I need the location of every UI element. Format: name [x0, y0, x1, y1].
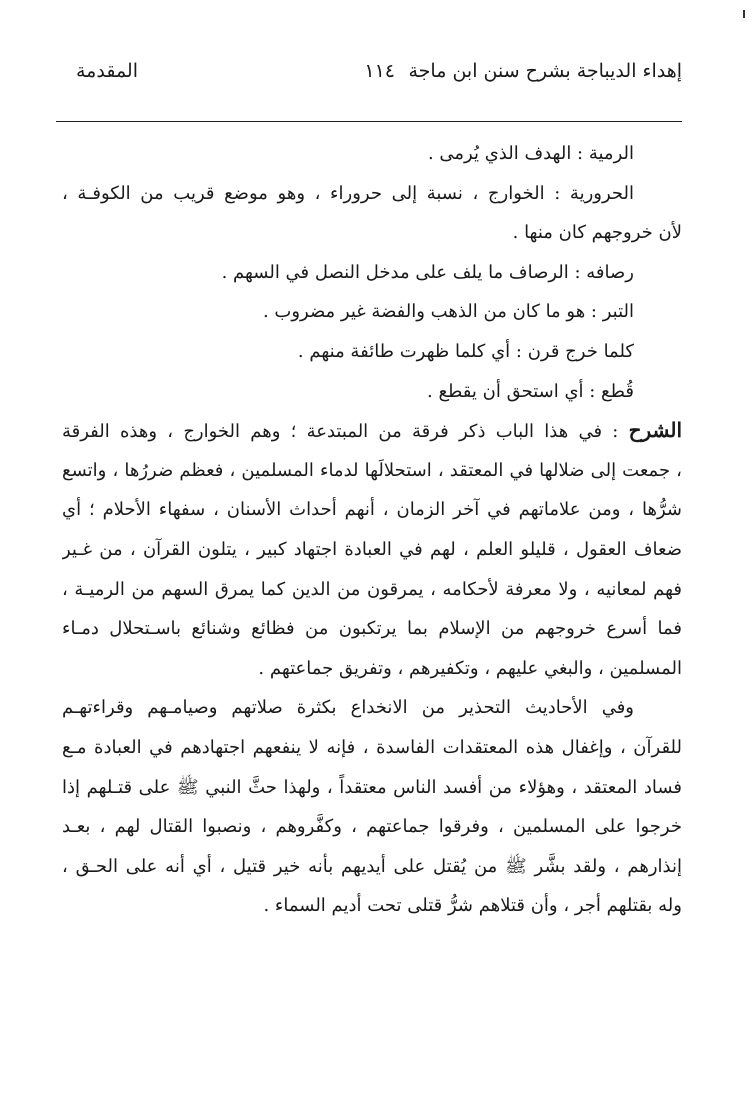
sharh-label: الشرح: [628, 418, 682, 443]
glossary-line: رصافه : الرصاف ما يلف على مدخل النصل في السهم .: [221, 261, 634, 283]
sharh-line: شرُّها ، ومن علاماتهم في آخر الزمان ، أنهم أحداث الأسنان ، سفهاء الأحلام ؛ أي: [62, 499, 682, 521]
page-body: [62, 134, 682, 926]
glossary-line: قُطع : أي استحق أن يقطع .: [427, 380, 634, 402]
sharh-first-line: [62, 411, 682, 451]
glossary-line: كلما خرج قرن : أي كلما ظهرت طائفة منهم .: [297, 340, 634, 362]
glossary-line: لأن خروجهم كان منها .: [512, 222, 682, 244]
paragraph-line: خرجوا على المسلمين ، وفرقوا جماعتهم ، وكفَّروهم ، ونصبوا القتال لهم ، بعـد: [62, 816, 682, 838]
page-number: ١١٤: [364, 60, 395, 82]
book-title: إهداء الديباجة بشرح سنن ابن ماجة: [408, 60, 682, 82]
sharh-line: فهم لمعانيه ، ولا معرفة لأحكامه ، يمرقون من الدين كما يمرق السهم من الرميـة ،: [62, 578, 682, 600]
page-header: [70, 60, 690, 90]
header-rule: [56, 121, 682, 122]
glossary-line: الحرورية : الخوارج ، نسبة إلى حروراء ، وهو موضع قريب من الكوفـة ،: [62, 182, 634, 204]
sharh-line: المسلمين ، والبغي عليهم ، وتكفيرهم ، وتفريق جماعتهم .: [258, 657, 682, 679]
paragraph-line: وفي الأحاديث التحذير من الانخداع بكثرة صلاتهم وصيامـهم وقراءتهـم: [62, 697, 634, 719]
sharh-line: فما أسرع خروجهم من الإسلام بما يرتكبون من فظائع وشنائع باسـتحلال دمـاء: [62, 618, 682, 640]
sharh-line: ، جمعت إلى ضلالها في المعتقد ، استحلالَها لدماء المسلمين ، فعظم ضررُها ، واتسع: [62, 459, 682, 481]
corner-mark: [743, 10, 745, 18]
sharh-line: ضعاف العقول ، قليلو العلم ، لهم في العبادة اجتهاد كبير ، يتلون القرآن ، من غـير: [62, 538, 682, 560]
paragraph-line: للقرآن ، وإغفال هذه المعتقدات الفاسدة ، فإنه لا ينفعهم اجتهادهم في العبادة مـع: [62, 736, 682, 758]
glossary-line: الرمية : الهدف الذي يُرمى .: [427, 143, 634, 164]
paragraph-line: فساد المعتقد ، وهؤلاء من أفسد الناس معتقداً ، ولهذا حثَّ النبي ﷺ على قتـلهم إذا: [62, 776, 682, 798]
paragraph-line: وله بقتلهم أجر ، وأن قتلاهم شرُّ قتلى تحت أديم السماء .: [263, 895, 682, 917]
section-title: المقدمة: [76, 60, 139, 82]
glossary-line: التبر : هو ما كان من الذهب والفضة غير مضروب .: [262, 301, 634, 323]
paragraph-line: إنذارهم ، ولقد بشَّر ﷺ من يُقتل على أيديهم بأنه خير قتيل ، أي أنه على الحـق ،: [62, 855, 682, 877]
sharh-first-line-text: : في هذا الباب ذكر فرقة من المبتدعة ؛ وهم الخوارج ، وهذه الفرقة: [62, 421, 629, 443]
